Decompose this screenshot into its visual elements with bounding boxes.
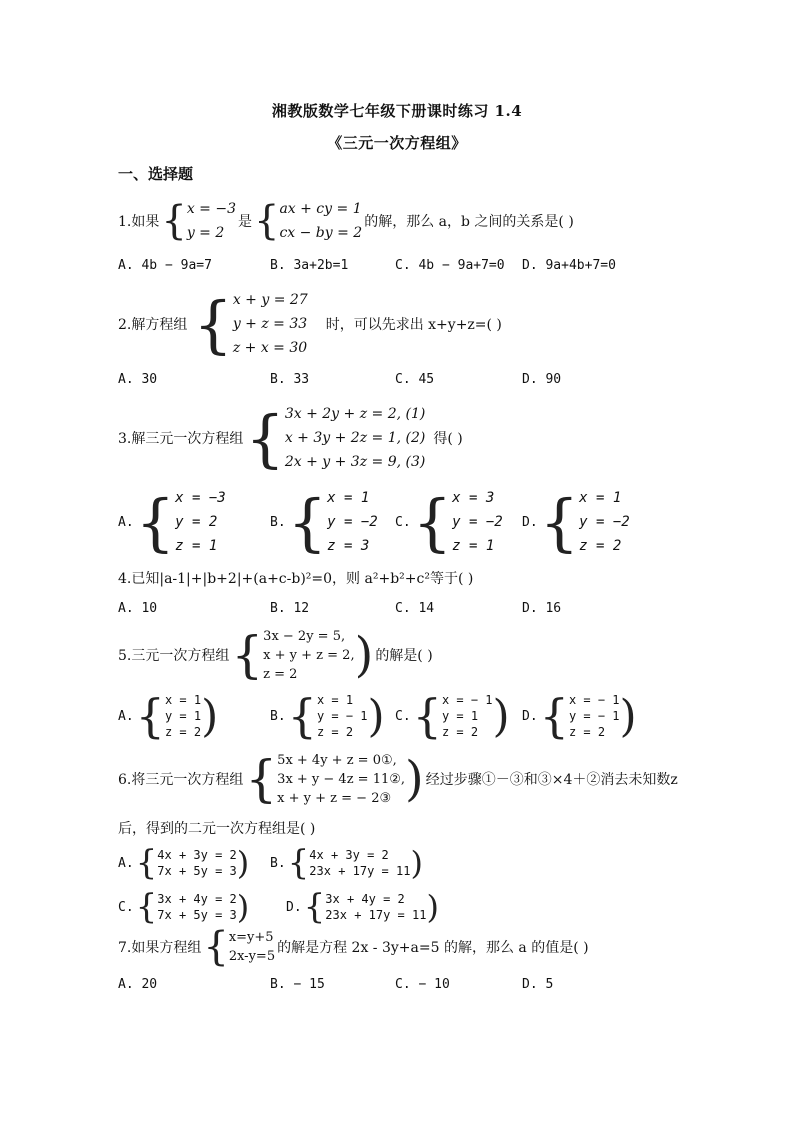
option-b[interactable]: [270, 690, 387, 742]
right-paren: ): [236, 844, 250, 882]
equation: y = −2: [327, 514, 378, 530]
question-5-prefix: 5.三元一次方程组: [118, 648, 230, 664]
equation: z + x = 30: [232, 340, 308, 356]
option-label: D.: [286, 899, 302, 915]
option-d[interactable]: [522, 690, 639, 742]
option-d[interactable]: [522, 484, 632, 560]
option-c[interactable]: C. 14: [395, 601, 435, 616]
equation: z = 1: [452, 538, 495, 554]
left-brace: {: [303, 887, 326, 927]
equation: cx − by = 2: [279, 225, 363, 241]
right-paren: ): [492, 690, 510, 742]
equation: y = − 1: [316, 709, 368, 723]
option-b[interactable]: B. − 15: [270, 977, 325, 992]
option-d[interactable]: [286, 888, 441, 926]
question-6-line2: 后，得到的二元一次方程组是( ): [118, 821, 316, 837]
equation: 4x + 3y = 2: [309, 848, 389, 862]
question-7-system: [203, 924, 275, 970]
equation: x = − 1: [568, 693, 620, 707]
question-2-suffix: 时，可以先求出 x+y+z=( ): [325, 317, 502, 333]
question-4-text: 4.已知|a-1|+|b+2|+(a+c-b)²=0，则 a²+b²+c²等于( ): [118, 571, 474, 587]
option-c[interactable]: [118, 888, 251, 926]
option-b[interactable]: B. 3a+2b=1: [270, 258, 349, 273]
equation: z = 2: [316, 725, 354, 739]
equation: z = 2: [579, 538, 622, 554]
left-brace: {: [287, 843, 310, 883]
equation: y + z = 33: [232, 316, 308, 332]
equation: 7x + 5y = 3: [157, 908, 237, 922]
right-paren: ): [619, 690, 637, 742]
option-label: B.: [270, 514, 286, 530]
equation: x + y + z = − 2③: [277, 790, 392, 806]
option-a[interactable]: [118, 484, 228, 560]
option-label: C.: [395, 708, 411, 724]
equation: z = 2: [263, 666, 298, 682]
question-5-suffix: 的解是( ): [375, 648, 433, 664]
equation: 3x + y − 4z = 11②,: [277, 771, 406, 787]
right-paren: ): [410, 844, 423, 882]
equation: y = 1: [441, 709, 479, 723]
equation: z = 2: [164, 725, 202, 739]
option-a[interactable]: A. 10: [118, 601, 158, 616]
question-6: [118, 750, 678, 808]
equation: 7x + 5y = 3: [157, 864, 237, 878]
option-c[interactable]: [395, 484, 505, 560]
option-label: D.: [522, 708, 538, 724]
document-subtitle: 《三元一次方程组》: [327, 134, 467, 152]
equation: y = −2: [579, 514, 630, 530]
left-brace: {: [245, 750, 278, 808]
right-paren: ): [236, 888, 250, 926]
equation: 2x-y=5: [228, 949, 276, 964]
option-b[interactable]: [270, 844, 425, 882]
option-label: C.: [118, 899, 134, 915]
question-4: [118, 568, 473, 588]
left-brace: {: [412, 689, 442, 743]
question-1-suffix: 的解，那么 a，b 之间的关系是( ): [364, 214, 574, 230]
equation: y = 1: [164, 709, 202, 723]
equation: x = 3: [452, 490, 495, 506]
equation: y = 2: [186, 225, 225, 241]
equation: 4x + 3y = 2: [157, 848, 237, 862]
option-label: C.: [395, 514, 411, 530]
equation: z = 2: [441, 725, 479, 739]
question-7-prefix: 7.如果方程组: [118, 940, 202, 956]
question-1-mid: 是: [237, 214, 252, 230]
equation: 5x + 4y + z = 0①,: [277, 752, 397, 768]
option-label: B.: [270, 708, 286, 724]
option-c[interactable]: C. − 10: [395, 977, 450, 992]
option-d[interactable]: D. 5: [522, 977, 554, 992]
option-b[interactable]: B. 12: [270, 601, 310, 616]
option-label: A.: [118, 708, 134, 724]
option-a[interactable]: A. 20: [118, 977, 158, 992]
question-1-system-a: [161, 197, 236, 245]
question-2: [118, 286, 502, 362]
left-brace: {: [231, 626, 264, 684]
question-3-suffix: 得( ): [433, 431, 463, 447]
equation: 23x + 17y = 11: [309, 864, 411, 878]
right-paren: ): [367, 690, 385, 742]
equation: x = 1: [164, 693, 202, 707]
question-7-suffix: 的解是方程 2x - 3y+a=5 的解，那么 a 的值是( ): [277, 940, 589, 956]
left-brace: {: [161, 198, 187, 244]
question-3: [118, 400, 463, 476]
left-brace: {: [193, 287, 233, 361]
question-5-system: [231, 626, 373, 684]
option-d[interactable]: D. 90: [522, 372, 562, 387]
left-brace: {: [245, 401, 285, 475]
option-b[interactable]: [270, 484, 380, 560]
question-1-system-b: [254, 197, 362, 245]
left-brace: {: [412, 485, 453, 559]
left-brace: {: [135, 485, 176, 559]
equation: y = − 1: [568, 709, 620, 723]
option-b[interactable]: B. 33: [270, 372, 310, 387]
equation: 3x + 4y = 2: [325, 892, 405, 906]
equation: 3x + 4y = 2: [157, 892, 237, 906]
equation: x = −3: [175, 490, 226, 506]
question-7: [118, 926, 589, 968]
option-label: A.: [118, 514, 134, 530]
option-d[interactable]: D. 16: [522, 601, 562, 616]
equation: 3x − 2y = 5,: [263, 628, 346, 644]
equation: x + 3y + 2z = 1, (2): [284, 430, 426, 446]
question-6-prefix: 6.将三元一次方程组: [118, 772, 244, 788]
left-brace: {: [539, 485, 580, 559]
left-brace: {: [135, 887, 158, 927]
option-c[interactable]: [395, 690, 512, 742]
option-d[interactable]: D. 9a+4b+7=0: [522, 258, 616, 273]
equation: 23x + 17y = 11: [325, 908, 427, 922]
equation: x = 1: [327, 490, 370, 506]
equation: x = 1: [316, 693, 354, 707]
left-brace: {: [135, 689, 165, 743]
right-paren: ): [426, 888, 439, 926]
equation: x = − 1: [441, 693, 493, 707]
option-label: B.: [270, 855, 286, 871]
question-1-prefix: 1.如果: [118, 214, 160, 230]
left-brace: {: [203, 924, 229, 970]
document-title: 湘教版数学七年级下册课时练习 1.4: [271, 102, 523, 120]
equation: x = 1: [579, 490, 622, 506]
equation: x = −3: [186, 201, 236, 217]
equation: 3x + 2y + z = 2, (1): [284, 406, 426, 422]
question-2-system: [193, 288, 307, 361]
left-brace: {: [253, 198, 280, 244]
left-brace: {: [287, 485, 328, 559]
equation: x=y+5: [228, 930, 274, 945]
question-6-continued: [118, 818, 315, 838]
right-paren: ): [354, 627, 374, 683]
equation: y = 2: [175, 514, 218, 530]
option-a[interactable]: A. 4b − 9a=7: [118, 258, 212, 273]
question-2-prefix: 2.解方程组: [118, 317, 188, 333]
equation: z = 3: [327, 538, 370, 554]
left-brace: {: [539, 689, 569, 743]
left-brace: {: [135, 843, 158, 883]
option-label: A.: [118, 855, 134, 871]
question-6-system: [245, 750, 423, 808]
option-a[interactable]: [118, 690, 220, 742]
equation: 2x + y + 3z = 9, (3): [284, 454, 426, 470]
option-label: D.: [522, 514, 538, 530]
question-6-suffix: 经过步骤①－③和③×4＋②消去未知数z: [425, 772, 678, 788]
question-5: [118, 626, 433, 684]
equation: x + y = 27: [232, 292, 308, 308]
option-a[interactable]: A. 30: [118, 372, 158, 387]
left-brace: {: [287, 689, 317, 743]
option-c[interactable]: C. 45: [395, 372, 435, 387]
equation: y = −2: [452, 514, 503, 530]
question-3-system: [245, 402, 425, 475]
option-c[interactable]: C. 4b − 9a+7=0: [395, 258, 505, 273]
equation: ax + cy = 1: [279, 201, 362, 217]
option-a[interactable]: [118, 844, 251, 882]
question-3-prefix: 3.解三元一次方程组: [118, 431, 244, 447]
section-heading: 一、选择题: [118, 165, 194, 183]
equation: z = 2: [568, 725, 606, 739]
equation: z = 1: [175, 538, 218, 554]
right-paren: ): [405, 751, 424, 807]
equation: x + y + z = 2,: [263, 647, 355, 663]
question-1: [118, 196, 574, 246]
right-paren: ): [201, 690, 219, 742]
